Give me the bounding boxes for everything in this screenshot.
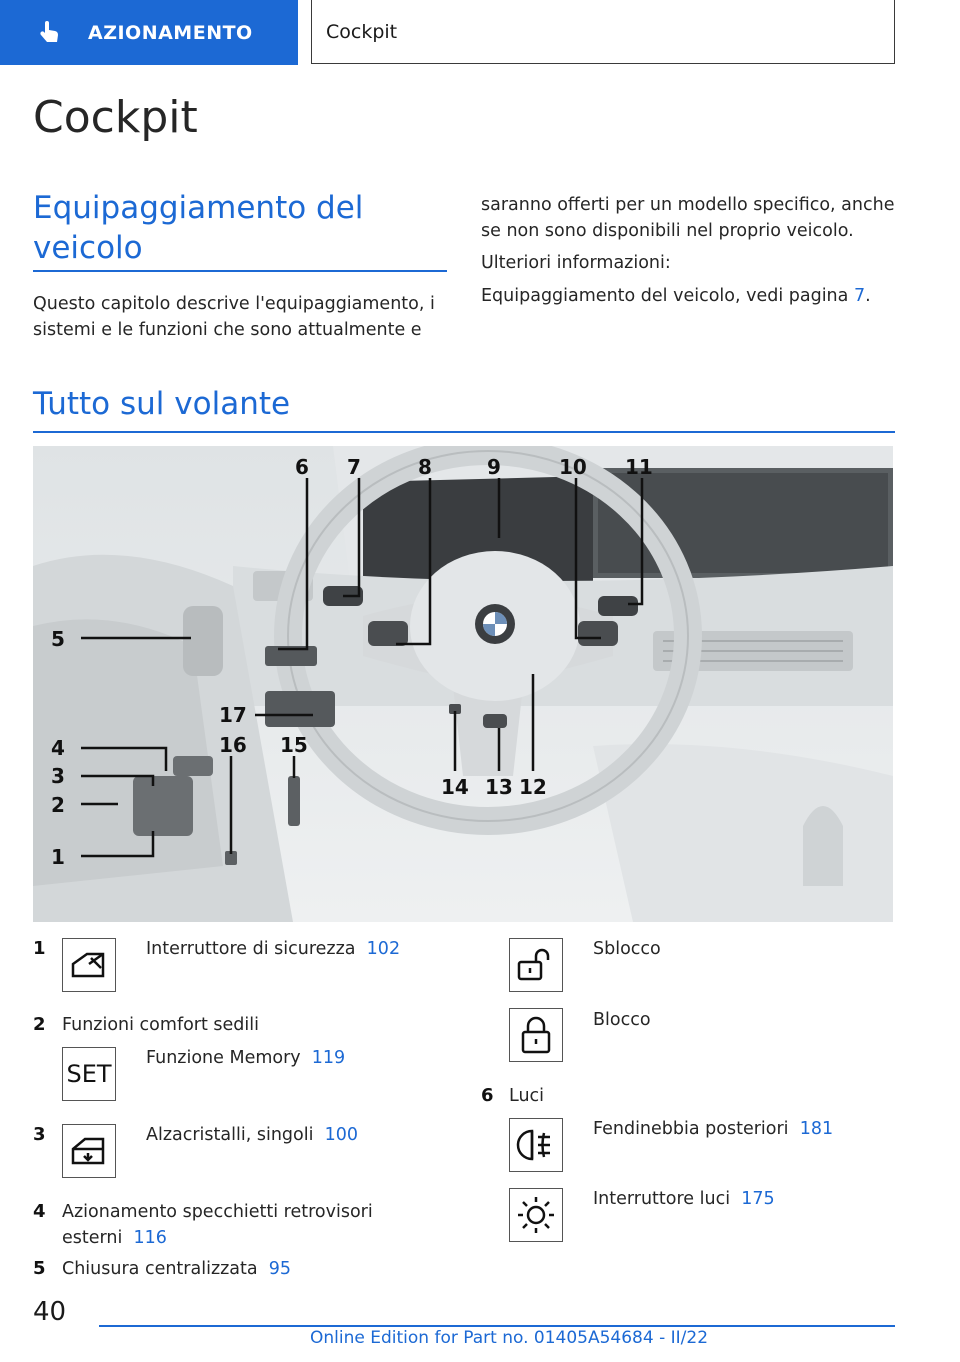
- window-switch-icon: [62, 1124, 116, 1178]
- item-6b-page-link[interactable]: 175: [741, 1189, 775, 1209]
- page-number: 40: [33, 1297, 67, 1327]
- page-title: Cockpit: [33, 92, 198, 143]
- callout-1: 1: [51, 845, 65, 869]
- item-3-number: 3: [33, 1124, 46, 1145]
- heading-rule: [33, 270, 447, 272]
- item-4-number: 4: [33, 1201, 46, 1222]
- steering-rule: [33, 431, 895, 433]
- callout-7: 7: [347, 455, 361, 479]
- item-6-number: 6: [481, 1085, 494, 1106]
- item-1-label: Interruttore di sicurezza 102: [146, 939, 401, 959]
- item-4-label-line1: Azionamento specchietti retrovisori: [62, 1202, 373, 1222]
- callout-5: 5: [51, 627, 65, 651]
- callout-8: 8: [418, 455, 432, 479]
- item-5-label: Chiusura centralizzata 95: [62, 1259, 292, 1279]
- item-3-label: Alzacristalli, singoli 100: [146, 1125, 358, 1145]
- light-switch-icon: [509, 1188, 563, 1242]
- callout-10: 10: [559, 455, 587, 479]
- item-6a-label: Fendinebbia posteriori 181: [593, 1119, 834, 1139]
- item-1-page-link[interactable]: 102: [366, 939, 401, 959]
- item-2a-label: Funzione Memory 119: [146, 1048, 346, 1068]
- item-5-number: 5: [33, 1258, 46, 1279]
- callout-9: 9: [487, 455, 501, 479]
- chapter-title: Cockpit: [326, 20, 398, 43]
- equipment-para-3: Ulteriori informazioni:: [481, 253, 671, 273]
- page-7-link[interactable]: 7: [853, 286, 866, 306]
- callout-3: 3: [51, 764, 65, 788]
- item-5a-label: Sblocco: [593, 939, 661, 959]
- window-lock-icon: [62, 938, 116, 992]
- item-3-page-link[interactable]: 100: [324, 1125, 358, 1145]
- callout-14: 14: [441, 775, 469, 799]
- footer-edition: Online Edition for Part no. 01405A54684 - II/22: [310, 1328, 709, 1348]
- item-6b-label: Interruttore luci 175: [593, 1189, 775, 1209]
- callout-17: 17: [219, 703, 247, 727]
- callout-4: 4: [51, 736, 65, 760]
- section-title: AZIONAMENTO: [88, 21, 253, 44]
- callout-15: 15: [280, 733, 308, 757]
- chapter-tab: [311, 0, 895, 64]
- item-2-label: Funzioni comfort sedili: [62, 1015, 260, 1035]
- item-6-label: Luci: [509, 1086, 545, 1106]
- equipment-para-4: Equipaggiamento del veicolo, vedi pagina 7.: [481, 286, 871, 306]
- callout-6: 6: [295, 455, 309, 479]
- set-icon: SET: [62, 1047, 116, 1101]
- item-6a-page-link[interactable]: 181: [799, 1119, 834, 1139]
- equipment-para-1: Questo capitolo descrive l'equipaggiamento, i sistemi e le funzioni che sono attualmente e: [33, 294, 435, 340]
- callout-13: 13: [485, 775, 513, 799]
- section-tab: [0, 0, 298, 65]
- callout-11: 11: [625, 455, 653, 479]
- item-4-label-line2: esterni 116: [62, 1228, 167, 1248]
- callout-12: 12: [519, 775, 547, 799]
- steering-heading: Tutto sul volante: [33, 386, 291, 422]
- item-2a-page-link[interactable]: 119: [311, 1048, 346, 1068]
- item-5-page-link[interactable]: 95: [268, 1259, 292, 1279]
- cockpit-illustration: [33, 446, 893, 922]
- equipment-para-2: saranno offerti per un modello specifico, anche se non sono disponibili nel proprio veicolo.: [481, 195, 895, 241]
- callout-16: 16: [219, 733, 247, 757]
- equipment-heading: Equipaggiamento del veicolo: [33, 190, 364, 266]
- item-4-page-link[interactable]: 116: [133, 1228, 167, 1248]
- rear-fog-icon: [509, 1118, 563, 1172]
- item-2-number: 2: [33, 1014, 46, 1035]
- callout-2: 2: [51, 793, 65, 817]
- lock-icon: [509, 1008, 563, 1062]
- item-1-number: 1: [33, 938, 46, 959]
- item-5b-label: Blocco: [593, 1010, 651, 1030]
- hand-pointer-icon: [36, 19, 64, 47]
- unlock-icon: [509, 938, 563, 992]
- footer-rule: [99, 1325, 895, 1327]
- cockpit-drawing: [33, 446, 893, 922]
